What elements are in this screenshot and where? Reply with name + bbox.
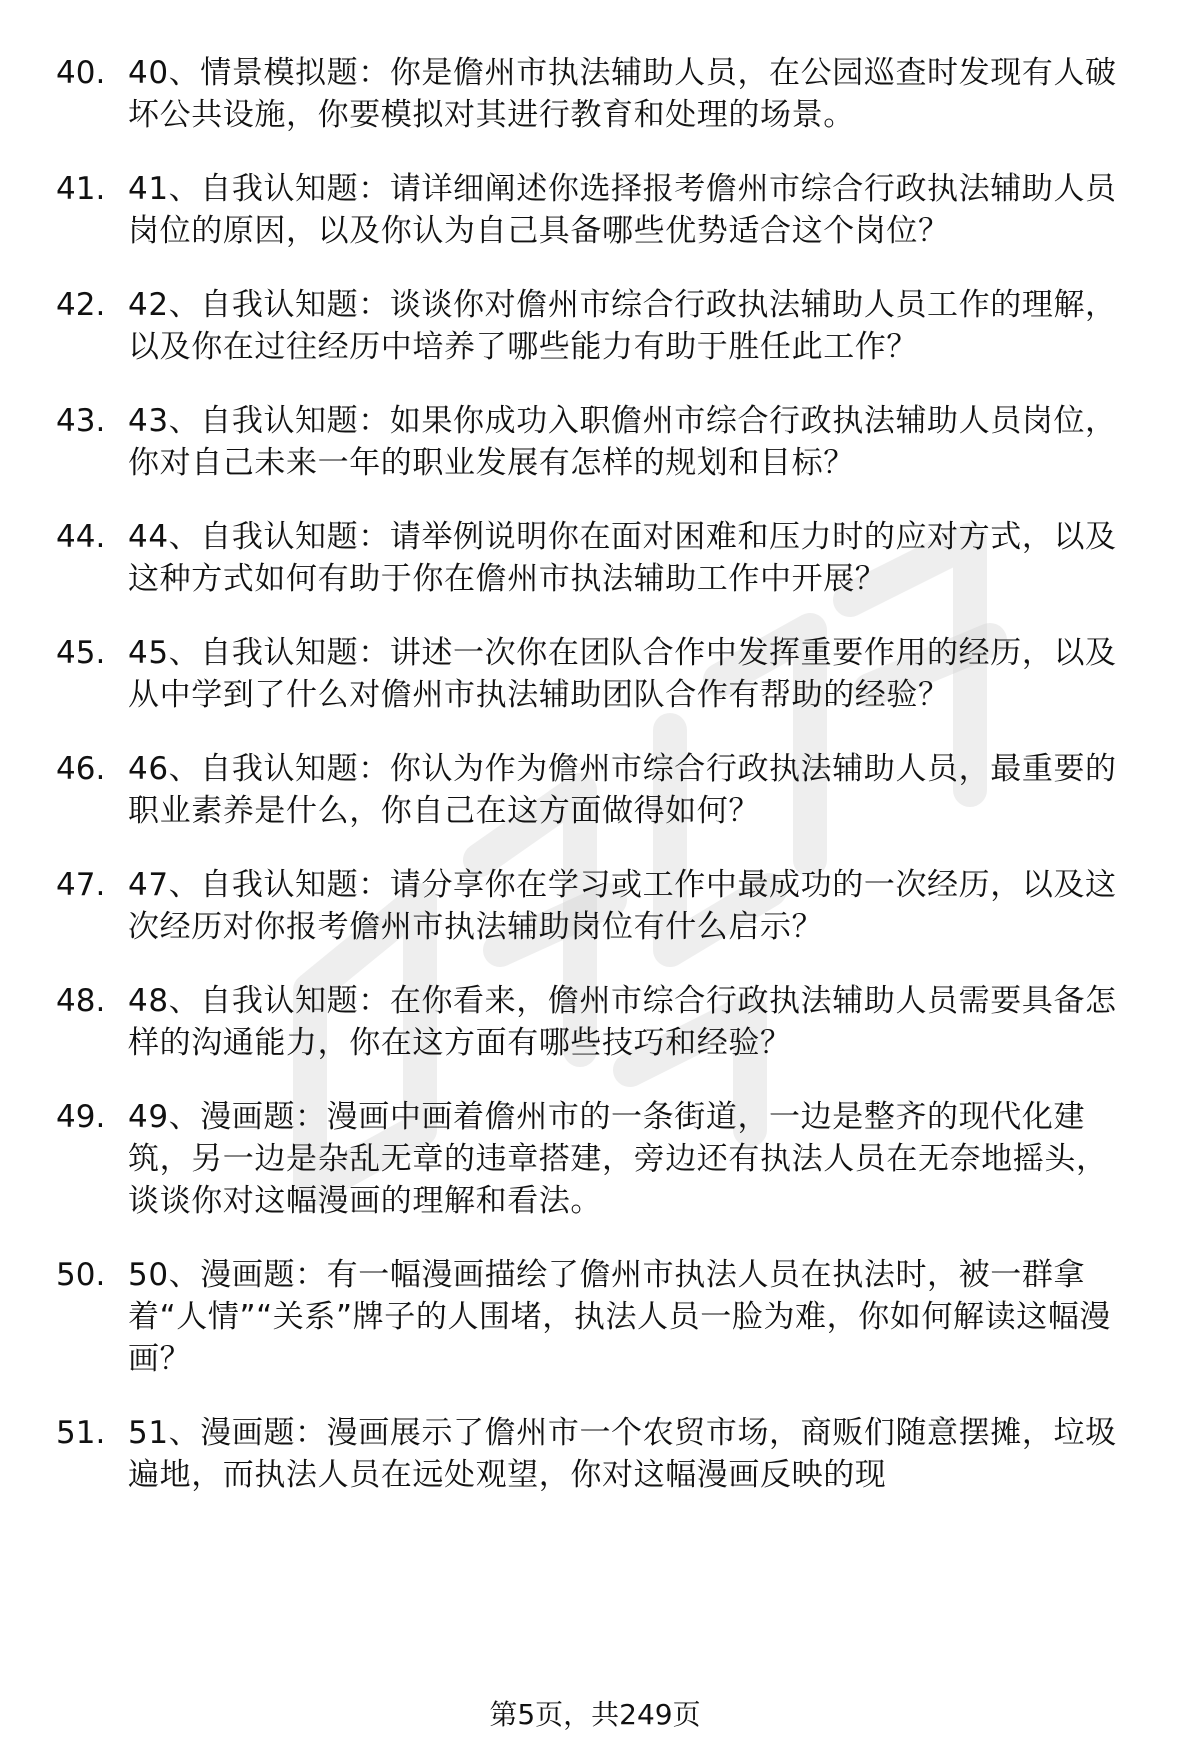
question-text: 40、情景模拟题：你是儋州市执法辅助人员，在公园巡查时发现有人破坏公共设施，你要模拟对其进行教育和处理的场景。 — [128, 55, 1117, 133]
question-text: 47、自我认知题：请分享你在学习或工作中最成功的一次经历，以及这次经历对你报考儋州市执法辅助岗位有什么启示？ — [128, 867, 1117, 945]
question-item — [56, 1254, 1156, 1380]
question-number: 45. — [56, 635, 106, 671]
question-item — [56, 864, 1156, 948]
question-text: 43、自我认知题：如果你成功入职儋州市综合行政执法辅助人员岗位，你对自己未来一年的职业发展有怎样的规划和目标？ — [128, 403, 1117, 481]
question-number: 51. — [56, 1415, 106, 1451]
question-number: 44. — [56, 519, 106, 555]
question-number: 48. — [56, 983, 106, 1019]
question-number: 46. — [56, 751, 106, 787]
question-text: 42、自我认知题：谈谈你对儋州市综合行政执法辅助人员工作的理解，以及你在过往经历中培养了哪些能力有助于胜任此工作？ — [128, 287, 1117, 365]
question-number: 50. — [56, 1257, 106, 1293]
question-number: 40. — [56, 55, 106, 91]
question-number: 43. — [56, 403, 106, 439]
question-number: 41. — [56, 171, 106, 207]
question-text: 44、自我认知题：请举例说明你在面对困难和压力时的应对方式，以及这种方式如何有助于你在儋州市执法辅助工作中开展？ — [128, 519, 1117, 597]
question-number: 49. — [56, 1099, 106, 1135]
question-item — [56, 516, 1156, 600]
page-footer: 第5页，共249页 — [489, 1698, 701, 1731]
question-item — [56, 168, 1156, 252]
question-number: 42. — [56, 287, 106, 323]
question-item — [56, 52, 1156, 136]
question-text: 46、自我认知题：你认为作为儋州市综合行政执法辅助人员，最重要的职业素养是什么，你自己在这方面做得如何？ — [128, 751, 1117, 829]
question-item — [56, 980, 1156, 1064]
question-item — [56, 632, 1156, 716]
question-number: 47. — [56, 867, 106, 903]
question-item — [56, 1096, 1156, 1222]
question-item — [56, 748, 1156, 832]
question-text: 51、漫画题：漫画展示了儋州市一个农贸市场，商贩们随意摆摊，垃圾遍地，而执法人员在远处观望，你对这幅漫画反映的现 — [128, 1415, 1117, 1493]
question-text: 45、自我认知题：讲述一次你在团队合作中发挥重要作用的经历，以及从中学到了什么对儋州市执法辅助团队合作有帮助的经验？ — [128, 635, 1117, 713]
question-list — [56, 52, 1156, 1528]
question-item — [56, 1412, 1156, 1496]
question-text: 41、自我认知题：请详细阐述你选择报考儋州市综合行政执法辅助人员岗位的原因，以及你认为自己具备哪些优势适合这个岗位？ — [128, 171, 1117, 249]
question-text: 49、漫画题：漫画中画着儋州市的一条街道，一边是整齐的现代化建筑，另一边是杂乱无章的违章搭建，旁边还有执法人员在无奈地摇头，谈谈你对这幅漫画的理解和看法。 — [128, 1099, 1108, 1219]
question-item — [56, 284, 1156, 368]
question-text: 48、自我认知题：在你看来，儋州市综合行政执法辅助人员需要具备怎样的沟通能力，你在这方面有哪些技巧和经验？ — [128, 983, 1117, 1061]
question-text: 50、漫画题：有一幅漫画描绘了儋州市执法人员在执法时，被一群拿着“人情”“关系”牌子的人围堵，执法人员一脸为难，你如何解读这幅漫画？ — [128, 1257, 1112, 1377]
question-item — [56, 400, 1156, 484]
